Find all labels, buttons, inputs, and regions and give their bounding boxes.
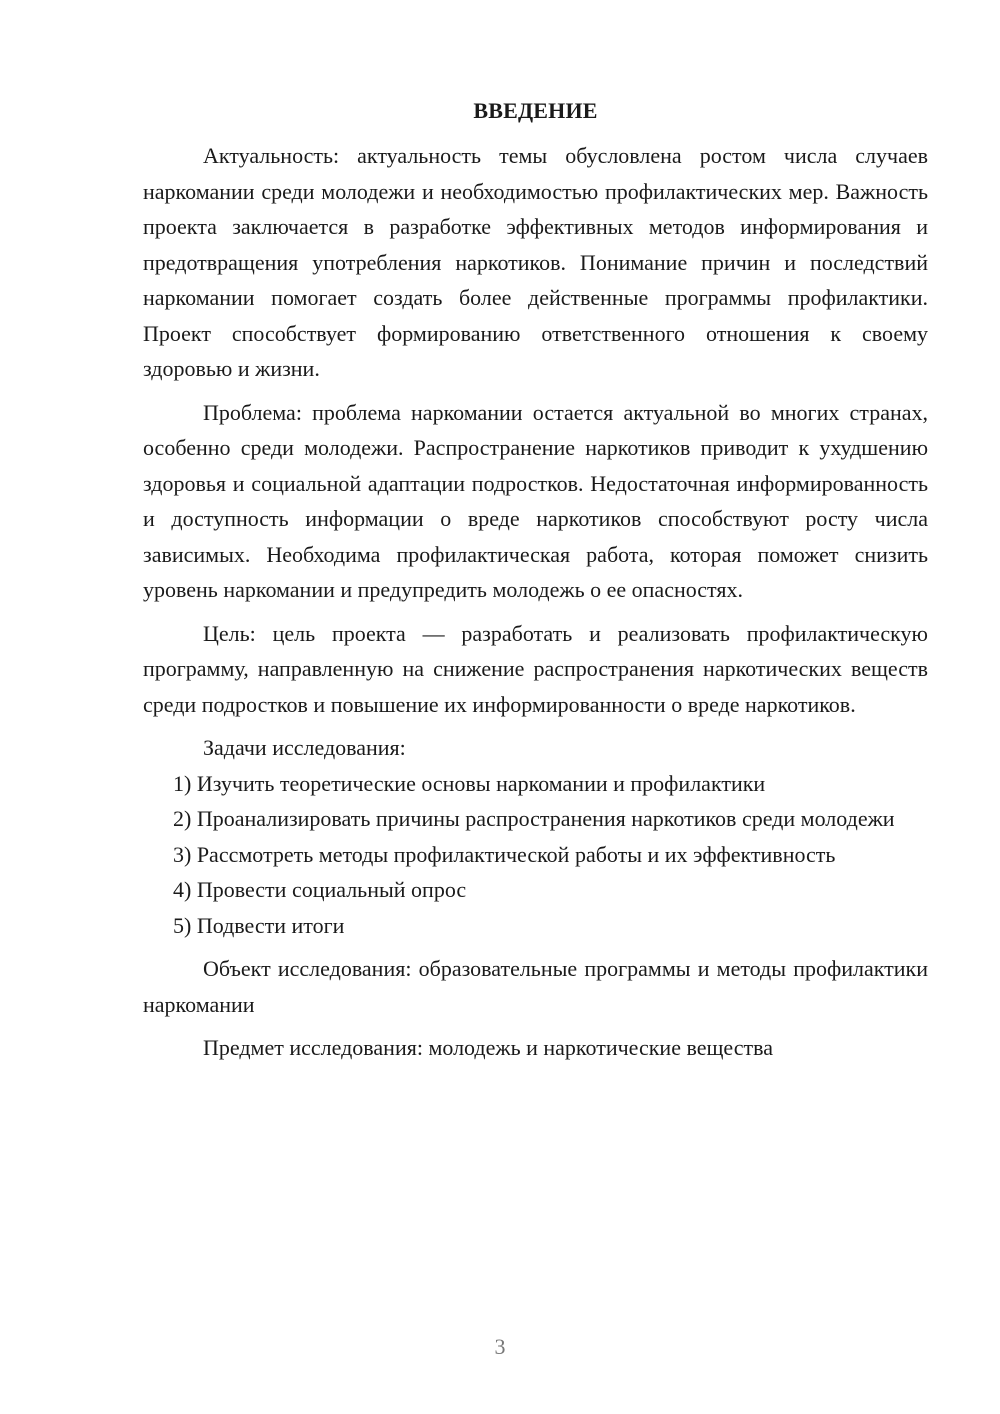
relevance-paragraph: Актуальность: актуальность темы обусловлена ростом числа случаев наркомании среди молодежи и необходимостью профилактических мер. Важность проекта заключается в разработке эффективных методов информирования и предотвращения употребления наркотиков. Понимание причин и последствий наркомании помогает создать более действенные программы профилактики. Проект способствует формированию ответственного отношения к своему здоровью и жизни. [143, 143, 928, 381]
task-item-3: 3) Рассмотреть методы профилактической работы и их эффективность [173, 841, 836, 867]
page-heading: ВВЕДЕНИЕ [473, 98, 598, 123]
goal-paragraph: Цель: цель проекта — разработать и реализовать профилактическую программу, направленную на снижение распространения наркотических веществ среди подростков и повышение их информированности о вреде наркотиков. [143, 620, 928, 717]
task-item-1: 1) Изучить теоретические основы наркомании и профилактики [173, 770, 766, 796]
tasks-title: Задачи исследования: [203, 735, 406, 760]
page-number: 3 [494, 1334, 506, 1359]
subject-paragraph: Предмет исследования: молодежь и наркотические вещества [203, 1035, 773, 1060]
problem-paragraph: Проблема: проблема наркомании остается актуальной во многих странах, особенно среди молодежи. Распространение наркотиков приводит к ухудшению здоровья и социальной адаптации подростков. Недостаточная информированность и доступность информации о вреде наркотиков способствуют росту числа зависимых. Необходима профилактическая работа, которая поможет снизить уровень наркомании и предупредить молодежь о ее опасностях. [143, 399, 928, 602]
task-item-4: 4) Провести социальный опрос [173, 877, 467, 902]
object-paragraph: Объект исследования: образовательные программы и методы профилактики наркомании [143, 956, 928, 1017]
task-item-5: 5) Подвести итоги [173, 912, 345, 938]
page-content [143, 94, 928, 1066]
task-item-2: 2) Проанализировать причины распространения наркотиков среди молодежи [173, 806, 895, 831]
